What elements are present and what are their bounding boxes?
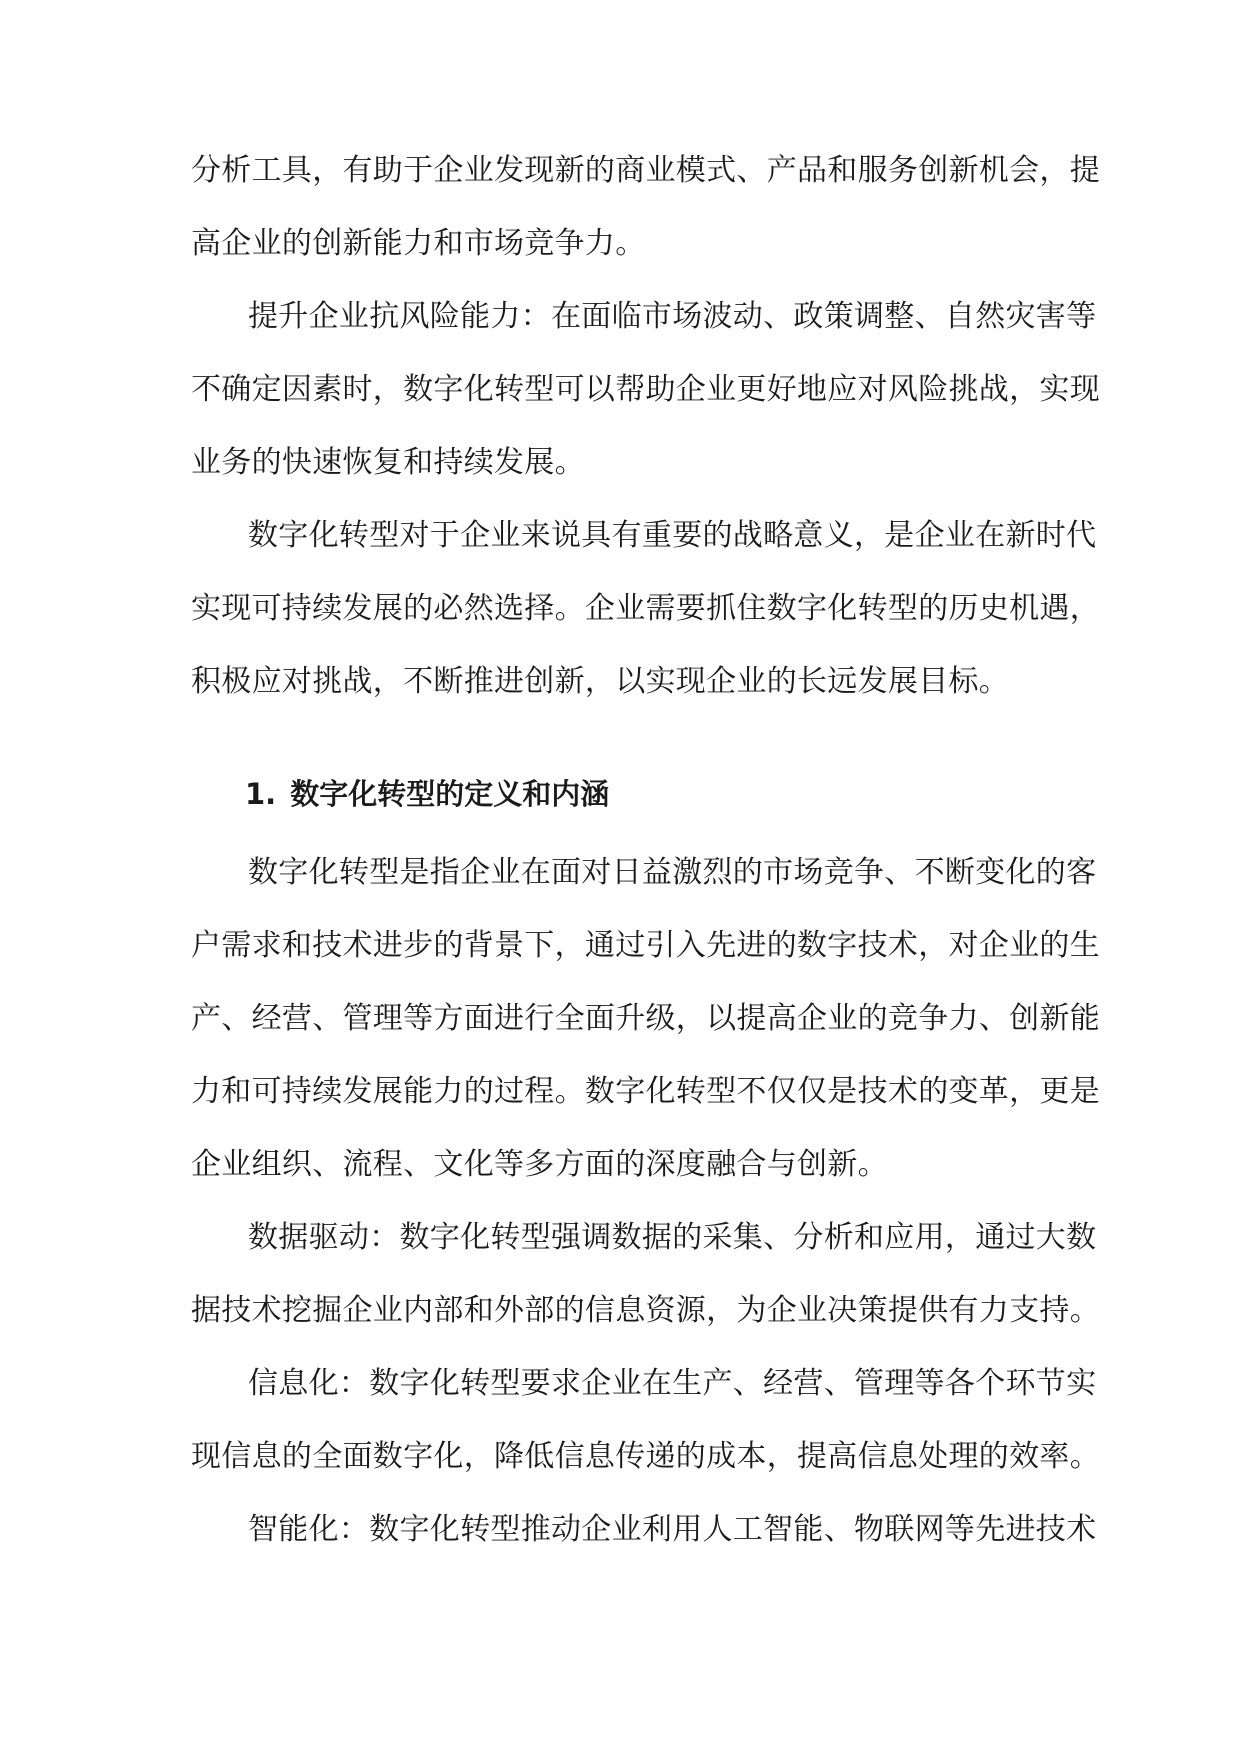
section-heading — [245, 774, 609, 814]
body-text-line: 企业组织、流程、文化等多方面的深度融合与创新。 — [191, 1147, 888, 1182]
body-text-line: 分析工具，有助于企业发现新的商业模式、产品和服务创新机会，提 — [191, 153, 1100, 188]
body-text-line: 实现可持续发展的必然选择。企业需要抓住数字化转型的历史机遇， — [191, 591, 1100, 626]
body-text-line: 数据驱动：数字化转型强调数据的采集、分析和应用，通过大数 — [248, 1220, 1097, 1255]
section-number: 1. — [245, 777, 277, 811]
body-text-line: 业务的快速恢复和持续发展。 — [191, 445, 585, 480]
body-text-line: 积极应对挑战，不断推进创新，以实现企业的长远发展目标。 — [191, 664, 1010, 699]
section-title: 数字化转型的定义和内涵 — [290, 777, 610, 811]
body-text-line: 现信息的全面数字化，降低信息传递的成本，提高信息处理的效率。 — [191, 1439, 1100, 1474]
body-text-line: 户需求和技术进步的背景下，通过引入先进的数字技术，对企业的生 — [191, 928, 1100, 963]
body-text-line: 力和可持续发展能力的过程。数字化转型不仅仅是技术的变革，更是 — [191, 1074, 1100, 1109]
body-text-line: 产、经营、管理等方面进行全面升级，以提高企业的竞争力、创新能 — [191, 1001, 1100, 1036]
body-text-line: 不确定因素时，数字化转型可以帮助企业更好地应对风险挑战，实现 — [191, 372, 1100, 407]
body-text-line: 提升企业抗风险能力：在面临市场波动、政策调整、自然灾害等 — [248, 299, 1097, 334]
body-text-line: 据技术挖掘企业内部和外部的信息资源，为企业决策提供有力支持。 — [191, 1293, 1100, 1328]
body-text-line: 智能化：数字化转型推动企业利用人工智能、物联网等先进技术 — [248, 1512, 1097, 1547]
body-text-line: 信息化：数字化转型要求企业在生产、经营、管理等各个环节实 — [248, 1366, 1097, 1401]
body-text-line: 数字化转型是指企业在面对日益激烈的市场竞争、不断变化的客 — [248, 855, 1097, 890]
body-text-line: 高企业的创新能力和市场竞争力。 — [191, 226, 646, 261]
body-text-line: 数字化转型对于企业来说具有重要的战略意义，是企业在新时代 — [248, 518, 1097, 553]
